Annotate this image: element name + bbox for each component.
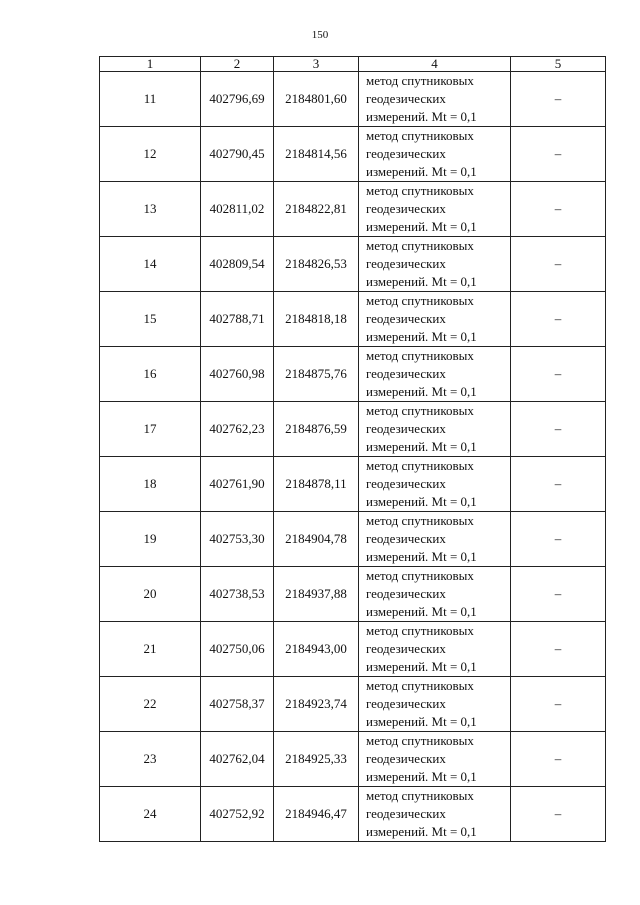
method-cell <box>359 677 511 732</box>
y-coordinate-cell: 2184925,33 <box>274 732 359 787</box>
point-number-cell: 11 <box>100 72 201 127</box>
method-cell <box>359 512 511 567</box>
method-line: измерений. Mt = 0,1 <box>366 219 477 234</box>
method-line: метод спутниковых <box>366 623 474 638</box>
note-cell: – <box>511 237 606 292</box>
x-coordinate-cell: 402811,02 <box>201 182 274 237</box>
method-line: геодезических <box>366 476 446 491</box>
method-line: измерений. Mt = 0,1 <box>366 659 477 674</box>
method-line: геодезических <box>366 751 446 766</box>
header-cell-1: 1 <box>100 57 201 72</box>
y-coordinate-cell: 2184937,88 <box>274 567 359 622</box>
method-cell <box>359 732 511 787</box>
method-line: геодезических <box>366 201 446 216</box>
point-number-cell: 24 <box>100 787 201 842</box>
table-row <box>100 567 606 622</box>
method-line: геодезических <box>366 366 446 381</box>
note-cell: – <box>511 127 606 182</box>
y-coordinate-cell: 2184878,11 <box>274 457 359 512</box>
x-coordinate-cell: 402796,69 <box>201 72 274 127</box>
x-coordinate-cell: 402758,37 <box>201 677 274 732</box>
x-coordinate-cell: 402738,53 <box>201 567 274 622</box>
page-number: 150 <box>311 29 329 41</box>
method-cell <box>359 567 511 622</box>
method-line: геодезических <box>366 256 446 271</box>
method-cell <box>359 402 511 457</box>
point-number-cell: 13 <box>100 182 201 237</box>
table-row <box>100 677 606 732</box>
method-line: геодезических <box>366 806 446 821</box>
x-coordinate-cell: 402752,92 <box>201 787 274 842</box>
point-number-cell: 23 <box>100 732 201 787</box>
method-line: измерений. Mt = 0,1 <box>366 604 477 619</box>
method-line: метод спутниковых <box>366 458 474 473</box>
point-number-cell: 17 <box>100 402 201 457</box>
table-row <box>100 512 606 567</box>
y-coordinate-cell: 2184943,00 <box>274 622 359 677</box>
header-row <box>100 57 606 72</box>
method-cell <box>359 457 511 512</box>
note-cell: – <box>511 347 606 402</box>
x-coordinate-cell: 402790,45 <box>201 127 274 182</box>
method-line: геодезических <box>366 586 446 601</box>
method-cell <box>359 622 511 677</box>
note-cell: – <box>511 72 606 127</box>
y-coordinate-cell: 2184818,18 <box>274 292 359 347</box>
method-cell <box>359 127 511 182</box>
note-cell: – <box>511 292 606 347</box>
note-cell: – <box>511 732 606 787</box>
note-cell: – <box>511 457 606 512</box>
method-line: измерений. Mt = 0,1 <box>366 439 477 454</box>
method-line: метод спутниковых <box>366 183 474 198</box>
method-cell <box>359 292 511 347</box>
y-coordinate-cell: 2184923,74 <box>274 677 359 732</box>
table-row <box>100 292 606 347</box>
method-line: измерений. Mt = 0,1 <box>366 769 477 784</box>
method-cell <box>359 787 511 842</box>
method-line: измерений. Mt = 0,1 <box>366 384 477 399</box>
table-row <box>100 72 606 127</box>
table-row <box>100 457 606 512</box>
note-cell: – <box>511 787 606 842</box>
table-row <box>100 787 606 842</box>
point-number-cell: 18 <box>100 457 201 512</box>
point-number-cell: 16 <box>100 347 201 402</box>
x-coordinate-cell: 402753,30 <box>201 512 274 567</box>
x-coordinate-cell: 402762,04 <box>201 732 274 787</box>
method-line: измерений. Mt = 0,1 <box>366 164 477 179</box>
header-cell-4: 4 <box>359 57 511 72</box>
method-line: геодезических <box>366 146 446 161</box>
point-number-cell: 15 <box>100 292 201 347</box>
header-cell-2: 2 <box>201 57 274 72</box>
method-line: измерений. Mt = 0,1 <box>366 329 477 344</box>
method-line: метод спутниковых <box>366 348 474 363</box>
point-number-cell: 22 <box>100 677 201 732</box>
y-coordinate-cell: 2184826,53 <box>274 237 359 292</box>
method-line: геодезических <box>366 91 446 106</box>
x-coordinate-cell: 402788,71 <box>201 292 274 347</box>
method-line: метод спутниковых <box>366 238 474 253</box>
method-cell <box>359 182 511 237</box>
y-coordinate-cell: 2184946,47 <box>274 787 359 842</box>
table-row <box>100 622 606 677</box>
x-coordinate-cell: 402750,06 <box>201 622 274 677</box>
method-line: метод спутниковых <box>366 73 474 88</box>
table-row <box>100 237 606 292</box>
table-row <box>100 347 606 402</box>
x-coordinate-cell: 402761,90 <box>201 457 274 512</box>
point-number-cell: 14 <box>100 237 201 292</box>
method-cell <box>359 347 511 402</box>
y-coordinate-cell: 2184904,78 <box>274 512 359 567</box>
table-row <box>100 127 606 182</box>
y-coordinate-cell: 2184875,76 <box>274 347 359 402</box>
method-line: метод спутниковых <box>366 788 474 803</box>
method-line: метод спутниковых <box>366 513 474 528</box>
method-line: метод спутниковых <box>366 568 474 583</box>
method-line: метод спутниковых <box>366 733 474 748</box>
method-line: метод спутниковых <box>366 678 474 693</box>
note-cell: – <box>511 402 606 457</box>
method-line: геодезических <box>366 531 446 546</box>
note-cell: – <box>511 512 606 567</box>
y-coordinate-cell: 2184876,59 <box>274 402 359 457</box>
note-cell: – <box>511 182 606 237</box>
header-cell-5: 5 <box>511 57 606 72</box>
header-cell-3: 3 <box>274 57 359 72</box>
y-coordinate-cell: 2184801,60 <box>274 72 359 127</box>
method-cell <box>359 72 511 127</box>
note-cell: – <box>511 622 606 677</box>
coordinates-table <box>99 56 606 842</box>
method-cell <box>359 237 511 292</box>
x-coordinate-cell: 402762,23 <box>201 402 274 457</box>
method-line: геодезических <box>366 641 446 656</box>
table-row <box>100 182 606 237</box>
table-row <box>100 402 606 457</box>
method-line: метод спутниковых <box>366 293 474 308</box>
y-coordinate-cell: 2184814,56 <box>274 127 359 182</box>
point-number-cell: 20 <box>100 567 201 622</box>
point-number-cell: 19 <box>100 512 201 567</box>
y-coordinate-cell: 2184822,81 <box>274 182 359 237</box>
method-line: геодезических <box>366 421 446 436</box>
x-coordinate-cell: 402809,54 <box>201 237 274 292</box>
method-line: метод спутниковых <box>366 403 474 418</box>
table-body <box>100 57 606 842</box>
point-number-cell: 12 <box>100 127 201 182</box>
method-line: измерений. Mt = 0,1 <box>366 824 477 839</box>
method-line: геодезических <box>366 311 446 326</box>
note-cell: – <box>511 567 606 622</box>
method-line: метод спутниковых <box>366 128 474 143</box>
method-line: измерений. Mt = 0,1 <box>366 494 477 509</box>
method-line: геодезических <box>366 696 446 711</box>
method-line: измерений. Mt = 0,1 <box>366 274 477 289</box>
x-coordinate-cell: 402760,98 <box>201 347 274 402</box>
method-line: измерений. Mt = 0,1 <box>366 549 477 564</box>
point-number-cell: 21 <box>100 622 201 677</box>
method-line: измерений. Mt = 0,1 <box>366 109 477 124</box>
table-row <box>100 732 606 787</box>
note-cell: – <box>511 677 606 732</box>
method-line: измерений. Mt = 0,1 <box>366 714 477 729</box>
